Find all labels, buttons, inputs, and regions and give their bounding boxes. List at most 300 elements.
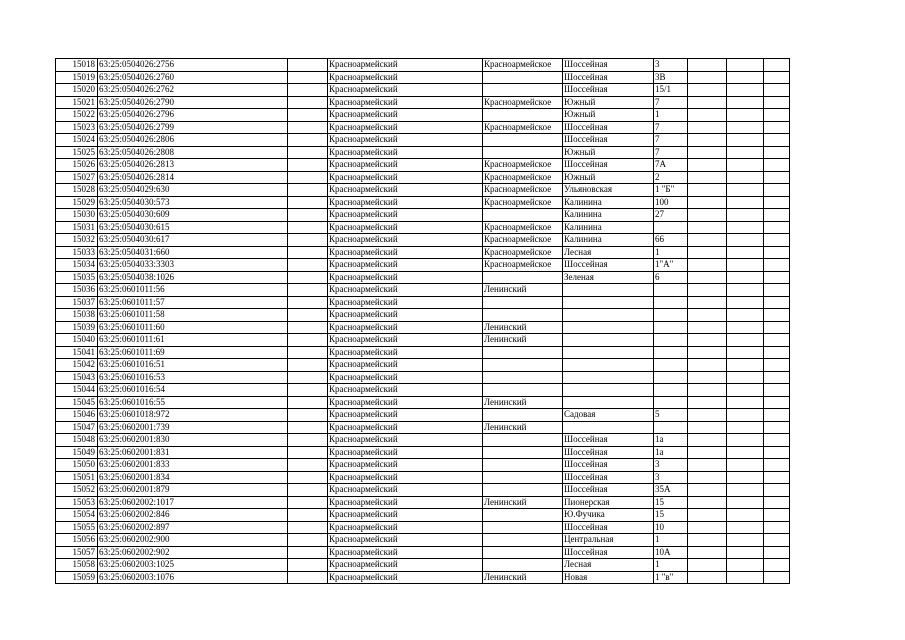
row-number-cell: 15057	[56, 546, 98, 559]
house-number-cell	[654, 384, 688, 397]
blank-column-cell	[288, 359, 328, 372]
cadastral-number-cell: 63:25:0601011:69	[98, 346, 288, 359]
district-cell: Красноармейский	[328, 121, 483, 134]
table-row	[56, 271, 790, 284]
row-number-cell: 15028	[56, 184, 98, 197]
cadastral-number-cell: 63:25:0601011:57	[98, 296, 288, 309]
extra-column-3-cell	[764, 459, 790, 472]
extra-column-1-cell	[688, 221, 727, 234]
street-cell: Шоссейная	[563, 59, 654, 72]
house-number-cell	[654, 284, 688, 297]
street-cell: Шоссейная	[563, 434, 654, 447]
row-number-cell: 15041	[56, 346, 98, 359]
extra-column-1-cell	[688, 246, 727, 259]
table-row	[56, 109, 790, 122]
table-row	[56, 171, 790, 184]
extra-column-3-cell	[764, 146, 790, 159]
district-cell: Красноармейский	[328, 159, 483, 172]
district-cell: Красноармейский	[328, 571, 483, 584]
row-number-cell: 15039	[56, 321, 98, 334]
blank-column-cell	[288, 521, 328, 534]
blank-column-cell	[288, 559, 328, 572]
cadastral-number-cell: 63:25:0601016:55	[98, 396, 288, 409]
extra-column-3-cell	[764, 421, 790, 434]
settlement-cell	[483, 559, 563, 572]
settlement-cell	[483, 484, 563, 497]
blank-column-cell	[288, 134, 328, 147]
extra-column-1-cell	[688, 409, 727, 422]
settlement-cell	[483, 446, 563, 459]
street-cell: Шоссейная	[563, 521, 654, 534]
extra-column-3-cell	[764, 534, 790, 547]
cadastral-number-cell: 63:25:0504033:3303	[98, 259, 288, 272]
house-number-cell: 100	[654, 196, 688, 209]
street-cell	[563, 296, 654, 309]
extra-column-3-cell	[764, 84, 790, 97]
street-cell: Шоссейная	[563, 459, 654, 472]
house-number-cell: 1а	[654, 446, 688, 459]
cadastral-number-cell: 63:25:0504026:2806	[98, 134, 288, 147]
cadastral-number-cell: 63:25:0504030:573	[98, 196, 288, 209]
extra-column-2-cell	[727, 534, 764, 547]
table-row	[56, 209, 790, 222]
extra-column-1-cell	[688, 196, 727, 209]
extra-column-3-cell	[764, 59, 790, 72]
street-cell: Лесная	[563, 559, 654, 572]
cadastral-number-cell: 63:25:0601011:56	[98, 284, 288, 297]
cadastral-number-cell: 63:25:0602002:1017	[98, 496, 288, 509]
extra-column-1-cell	[688, 509, 727, 522]
district-cell: Красноармейский	[328, 234, 483, 247]
extra-column-1-cell	[688, 259, 727, 272]
row-number-cell: 15047	[56, 421, 98, 434]
row-number-cell: 15029	[56, 196, 98, 209]
blank-column-cell	[288, 496, 328, 509]
extra-column-3-cell	[764, 271, 790, 284]
street-cell: Шоссейная	[563, 121, 654, 134]
house-number-cell: 15/1	[654, 84, 688, 97]
street-cell: Ю.Фучика	[563, 509, 654, 522]
district-cell: Красноармейский	[328, 371, 483, 384]
table-row	[56, 484, 790, 497]
house-number-cell: 66	[654, 234, 688, 247]
cadastral-number-cell: 63:25:0504030:609	[98, 209, 288, 222]
settlement-cell	[483, 84, 563, 97]
cadastral-number-cell: 63:25:0602002:846	[98, 509, 288, 522]
blank-column-cell	[288, 509, 328, 522]
extra-column-3-cell	[764, 571, 790, 584]
row-number-cell: 15033	[56, 246, 98, 259]
extra-column-2-cell	[727, 521, 764, 534]
district-cell: Красноармейский	[328, 109, 483, 122]
extra-column-2-cell	[727, 421, 764, 434]
settlement-cell: Ленинский	[483, 396, 563, 409]
extra-column-2-cell	[727, 546, 764, 559]
district-cell: Красноармейский	[328, 96, 483, 109]
extra-column-2-cell	[727, 84, 764, 97]
blank-column-cell	[288, 296, 328, 309]
street-cell: Шоссейная	[563, 84, 654, 97]
district-cell: Красноармейский	[328, 384, 483, 397]
extra-column-3-cell	[764, 434, 790, 447]
row-number-cell: 15054	[56, 509, 98, 522]
cadastral-number-cell: 63:25:0504026:2814	[98, 171, 288, 184]
extra-column-3-cell	[764, 96, 790, 109]
extra-column-3-cell	[764, 559, 790, 572]
extra-column-2-cell	[727, 471, 764, 484]
extra-column-1-cell	[688, 459, 727, 472]
extra-column-1-cell	[688, 471, 727, 484]
cadastral-number-cell: 63:25:0504026:2756	[98, 59, 288, 72]
settlement-cell: Красноармейское	[483, 246, 563, 259]
table-row	[56, 571, 790, 584]
settlement-cell: Ленинский	[483, 421, 563, 434]
row-number-cell: 15056	[56, 534, 98, 547]
house-number-cell	[654, 221, 688, 234]
house-number-cell: 3	[654, 459, 688, 472]
district-cell: Красноармейский	[328, 284, 483, 297]
house-number-cell: 15	[654, 496, 688, 509]
row-number-cell: 15021	[56, 96, 98, 109]
house-number-cell	[654, 421, 688, 434]
district-cell: Красноармейский	[328, 396, 483, 409]
district-cell: Красноармейский	[328, 484, 483, 497]
row-number-cell: 15036	[56, 284, 98, 297]
house-number-cell	[654, 346, 688, 359]
extra-column-2-cell	[727, 246, 764, 259]
cadastral-number-cell: 63:25:0504026:2762	[98, 84, 288, 97]
blank-column-cell	[288, 371, 328, 384]
district-cell: Красноармейский	[328, 59, 483, 72]
house-number-cell: 7А	[654, 159, 688, 172]
street-cell: Шоссейная	[563, 134, 654, 147]
blank-column-cell	[288, 571, 328, 584]
district-cell: Красноармейский	[328, 259, 483, 272]
cadastral-number-cell: 63:25:0602001:830	[98, 434, 288, 447]
settlement-cell: Красноармейское	[483, 234, 563, 247]
table-row	[56, 146, 790, 159]
extra-column-2-cell	[727, 384, 764, 397]
row-number-cell: 15018	[56, 59, 98, 72]
street-cell: Центральная	[563, 534, 654, 547]
cadastral-number-cell: 63:25:0602001:834	[98, 471, 288, 484]
row-number-cell: 15042	[56, 359, 98, 372]
extra-column-3-cell	[764, 209, 790, 222]
blank-column-cell	[288, 546, 328, 559]
blank-column-cell	[288, 434, 328, 447]
cadastral-number-cell: 63:25:0602001:739	[98, 421, 288, 434]
blank-column-cell	[288, 484, 328, 497]
extra-column-3-cell	[764, 496, 790, 509]
blank-column-cell	[288, 409, 328, 422]
extra-column-1-cell	[688, 184, 727, 197]
house-number-cell: 1	[654, 534, 688, 547]
extra-column-1-cell	[688, 146, 727, 159]
house-number-cell: 1	[654, 109, 688, 122]
blank-column-cell	[288, 259, 328, 272]
district-cell: Красноармейский	[328, 184, 483, 197]
blank-column-cell	[288, 184, 328, 197]
extra-column-2-cell	[727, 296, 764, 309]
house-number-cell	[654, 396, 688, 409]
extra-column-2-cell	[727, 96, 764, 109]
row-number-cell: 15025	[56, 146, 98, 159]
settlement-cell	[483, 546, 563, 559]
house-number-cell: 1а	[654, 434, 688, 447]
extra-column-3-cell	[764, 246, 790, 259]
extra-column-3-cell	[764, 546, 790, 559]
extra-column-3-cell	[764, 171, 790, 184]
table-row	[56, 459, 790, 472]
row-number-cell: 15023	[56, 121, 98, 134]
cadastral-number-cell: 63:25:0504026:2760	[98, 71, 288, 84]
district-cell: Красноармейский	[328, 459, 483, 472]
settlement-cell	[483, 359, 563, 372]
cadastral-number-cell: 63:25:0504026:2790	[98, 96, 288, 109]
table-row	[56, 184, 790, 197]
blank-column-cell	[288, 334, 328, 347]
cadastral-number-cell: 63:25:0602001:831	[98, 446, 288, 459]
extra-column-2-cell	[727, 321, 764, 334]
row-number-cell: 15049	[56, 446, 98, 459]
street-cell	[563, 359, 654, 372]
blank-column-cell	[288, 271, 328, 284]
table-row	[56, 396, 790, 409]
settlement-cell	[483, 459, 563, 472]
street-cell: Южный	[563, 96, 654, 109]
extra-column-3-cell	[764, 371, 790, 384]
extra-column-3-cell	[764, 309, 790, 322]
extra-column-3-cell	[764, 346, 790, 359]
table-row	[56, 321, 790, 334]
house-number-cell	[654, 359, 688, 372]
settlement-cell: Ленинский	[483, 321, 563, 334]
street-cell: Новая	[563, 571, 654, 584]
district-cell: Красноармейский	[328, 546, 483, 559]
cadastral-number-cell: 63:25:0504038:1026	[98, 271, 288, 284]
extra-column-1-cell	[688, 346, 727, 359]
row-number-cell: 15024	[56, 134, 98, 147]
street-cell: Шоссейная	[563, 446, 654, 459]
extra-column-1-cell	[688, 59, 727, 72]
district-cell: Красноармейский	[328, 559, 483, 572]
settlement-cell: Красноармейское	[483, 196, 563, 209]
cadastral-number-cell: 63:25:0602001:879	[98, 484, 288, 497]
street-cell: Шоссейная	[563, 159, 654, 172]
extra-column-3-cell	[764, 359, 790, 372]
blank-column-cell	[288, 109, 328, 122]
extra-column-2-cell	[727, 234, 764, 247]
row-number-cell: 15032	[56, 234, 98, 247]
cadastral-number-cell: 63:25:0602003:1076	[98, 571, 288, 584]
row-number-cell: 15030	[56, 209, 98, 222]
table-row	[56, 371, 790, 384]
house-number-cell: 10А	[654, 546, 688, 559]
district-cell: Красноармейский	[328, 346, 483, 359]
blank-column-cell	[288, 221, 328, 234]
district-cell: Красноармейский	[328, 171, 483, 184]
cadastral-number-cell: 63:25:0504026:2813	[98, 159, 288, 172]
extra-column-2-cell	[727, 359, 764, 372]
table-row	[56, 359, 790, 372]
extra-column-1-cell	[688, 434, 727, 447]
blank-column-cell	[288, 59, 328, 72]
district-cell: Красноармейский	[328, 71, 483, 84]
extra-column-2-cell	[727, 259, 764, 272]
cadastral-number-cell: 63:25:0601016:53	[98, 371, 288, 384]
row-number-cell: 15027	[56, 171, 98, 184]
settlement-cell	[483, 134, 563, 147]
row-number-cell: 15046	[56, 409, 98, 422]
cadastral-number-cell: 63:25:0601011:58	[98, 309, 288, 322]
blank-column-cell	[288, 309, 328, 322]
row-number-cell: 15043	[56, 371, 98, 384]
table-row	[56, 246, 790, 259]
district-cell: Красноармейский	[328, 509, 483, 522]
settlement-cell	[483, 296, 563, 309]
street-cell: Зеленая	[563, 271, 654, 284]
row-number-cell: 15045	[56, 396, 98, 409]
table-row	[56, 384, 790, 397]
extra-column-3-cell	[764, 109, 790, 122]
extra-column-3-cell	[764, 446, 790, 459]
table-row	[56, 121, 790, 134]
district-cell: Красноармейский	[328, 309, 483, 322]
extra-column-2-cell	[727, 221, 764, 234]
settlement-cell	[483, 271, 563, 284]
house-number-cell: 3В	[654, 71, 688, 84]
settlement-cell	[483, 146, 563, 159]
street-cell	[563, 396, 654, 409]
street-cell: Южный	[563, 146, 654, 159]
district-cell: Красноармейский	[328, 359, 483, 372]
settlement-cell	[483, 109, 563, 122]
row-number-cell: 15053	[56, 496, 98, 509]
settlement-cell: Ленинский	[483, 496, 563, 509]
row-number-cell: 15022	[56, 109, 98, 122]
district-cell: Красноармейский	[328, 446, 483, 459]
extra-column-2-cell	[727, 71, 764, 84]
extra-column-2-cell	[727, 121, 764, 134]
settlement-cell	[483, 534, 563, 547]
cadastral-number-cell: 63:25:0602002:897	[98, 521, 288, 534]
table-row	[56, 546, 790, 559]
table-row	[56, 521, 790, 534]
street-cell	[563, 284, 654, 297]
district-cell: Красноармейский	[328, 271, 483, 284]
street-cell	[563, 346, 654, 359]
extra-column-1-cell	[688, 521, 727, 534]
cadastral-number-cell: 63:25:0504031:660	[98, 246, 288, 259]
settlement-cell: Красноармейское	[483, 221, 563, 234]
cadastral-number-cell: 63:25:0601011:61	[98, 334, 288, 347]
cadastral-table	[55, 58, 790, 584]
house-number-cell: 7	[654, 121, 688, 134]
table-row	[56, 234, 790, 247]
settlement-cell: Красноармейское	[483, 121, 563, 134]
house-number-cell: 1	[654, 246, 688, 259]
settlement-cell: Красноармейское	[483, 184, 563, 197]
extra-column-1-cell	[688, 396, 727, 409]
extra-column-1-cell	[688, 171, 727, 184]
extra-column-1-cell	[688, 271, 727, 284]
house-number-cell: 1 "в"	[654, 571, 688, 584]
row-number-cell: 15026	[56, 159, 98, 172]
street-cell	[563, 309, 654, 322]
extra-column-3-cell	[764, 121, 790, 134]
extra-column-2-cell	[727, 334, 764, 347]
blank-column-cell	[288, 321, 328, 334]
extra-column-2-cell	[727, 196, 764, 209]
extra-column-2-cell	[727, 509, 764, 522]
row-number-cell: 15058	[56, 559, 98, 572]
house-number-cell: 2	[654, 171, 688, 184]
row-number-cell: 15019	[56, 71, 98, 84]
blank-column-cell	[288, 196, 328, 209]
district-cell: Красноармейский	[328, 409, 483, 422]
extra-column-3-cell	[764, 284, 790, 297]
blank-column-cell	[288, 284, 328, 297]
row-number-cell: 15051	[56, 471, 98, 484]
blank-column-cell	[288, 246, 328, 259]
row-number-cell: 15040	[56, 334, 98, 347]
extra-column-1-cell	[688, 359, 727, 372]
extra-column-3-cell	[764, 321, 790, 334]
street-cell: Калинина	[563, 234, 654, 247]
district-cell: Красноармейский	[328, 296, 483, 309]
cadastral-number-cell: 63:25:0601018:972	[98, 409, 288, 422]
row-number-cell: 15031	[56, 221, 98, 234]
extra-column-2-cell	[727, 59, 764, 72]
settlement-cell	[483, 434, 563, 447]
extra-column-1-cell	[688, 234, 727, 247]
extra-column-3-cell	[764, 159, 790, 172]
settlement-cell: Красноармейское	[483, 59, 563, 72]
extra-column-2-cell	[727, 371, 764, 384]
table-row	[56, 296, 790, 309]
house-number-cell: 3	[654, 471, 688, 484]
table-row	[56, 534, 790, 547]
house-number-cell	[654, 321, 688, 334]
extra-column-1-cell	[688, 321, 727, 334]
extra-column-2-cell	[727, 446, 764, 459]
house-number-cell: 35А	[654, 484, 688, 497]
extra-column-1-cell	[688, 496, 727, 509]
cadastral-number-cell: 63:25:0504026:2808	[98, 146, 288, 159]
settlement-cell	[483, 384, 563, 397]
house-number-cell	[654, 371, 688, 384]
extra-column-1-cell	[688, 484, 727, 497]
row-number-cell: 15048	[56, 434, 98, 447]
table-row	[56, 84, 790, 97]
row-number-cell: 15038	[56, 309, 98, 322]
blank-column-cell	[288, 471, 328, 484]
house-number-cell: 7	[654, 96, 688, 109]
table-row	[56, 409, 790, 422]
district-cell: Красноармейский	[328, 196, 483, 209]
district-cell: Красноармейский	[328, 321, 483, 334]
extra-column-3-cell	[764, 396, 790, 409]
extra-column-3-cell	[764, 234, 790, 247]
extra-column-1-cell	[688, 159, 727, 172]
extra-column-3-cell	[764, 409, 790, 422]
extra-column-1-cell	[688, 71, 727, 84]
row-number-cell: 15034	[56, 259, 98, 272]
blank-column-cell	[288, 171, 328, 184]
settlement-cell	[483, 209, 563, 222]
cadastral-number-cell: 63:25:0504026:2799	[98, 121, 288, 134]
table-row	[56, 334, 790, 347]
